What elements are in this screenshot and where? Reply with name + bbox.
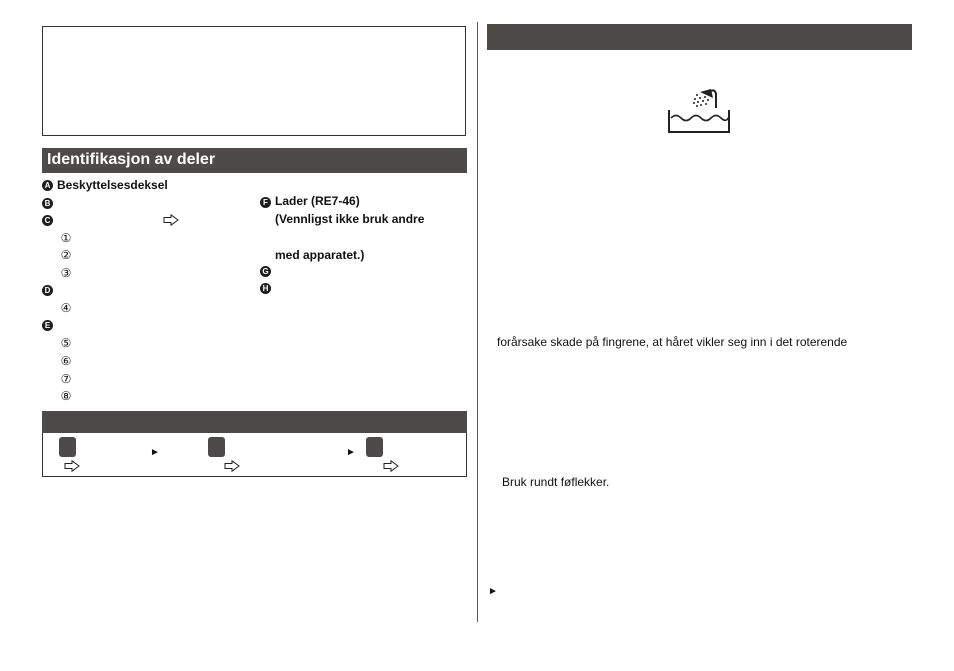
sub-number-8: ⑧ — [60, 389, 72, 403]
badge-a: A — [42, 180, 53, 191]
part-a-label: Beskyttelsesdeksel — [57, 178, 168, 192]
sub-number-4: ④ — [60, 301, 72, 315]
badge-c: C — [42, 215, 53, 226]
play-icon: ► — [346, 447, 356, 458]
badge-b: B — [42, 198, 53, 209]
parts-list-left — [42, 178, 242, 408]
mole-note-text: Bruk rundt føflekker. — [502, 475, 610, 489]
badge-f: F — [260, 197, 271, 208]
badge-h: H — [260, 283, 271, 294]
column-divider — [477, 22, 478, 622]
bullet-play-icon: ► — [488, 586, 498, 597]
sub-number-7: ⑦ — [60, 372, 72, 386]
arrow-right-icon — [163, 214, 179, 226]
arrow-right-icon — [64, 460, 80, 472]
section-title-identification: Identifikasjon av deler — [42, 148, 467, 173]
step-2-marker — [208, 437, 225, 457]
sub-number-3: ③ — [60, 266, 72, 280]
sub-number-5: ⑤ — [60, 336, 72, 350]
arrow-right-icon — [383, 460, 399, 472]
shower-bath-icon — [667, 86, 731, 136]
part-f-note-line2: med apparatet.) — [275, 248, 365, 262]
step-1-marker — [59, 437, 76, 457]
warning-text-line: forårsake skade på fingrene, at håret vikler seg inn i det roterende — [497, 335, 848, 349]
right-section-header-bar — [487, 24, 912, 50]
badge-d: D — [42, 285, 53, 296]
badge-g: G — [260, 266, 271, 277]
steps-header-bar — [42, 411, 467, 433]
play-icon: ► — [150, 447, 160, 458]
badge-e: E — [42, 320, 53, 331]
sub-number-1: ① — [60, 231, 72, 245]
part-f-label: Lader (RE7-46) — [275, 194, 360, 208]
step-3-marker — [366, 437, 383, 457]
part-f-note-line1: (Vennligst ikke bruk andre — [275, 212, 425, 226]
top-blank-box — [42, 26, 466, 136]
sub-number-2: ② — [60, 248, 72, 262]
sub-number-6: ⑥ — [60, 354, 72, 368]
arrow-right-icon — [224, 460, 240, 472]
parts-list-right — [260, 194, 466, 304]
